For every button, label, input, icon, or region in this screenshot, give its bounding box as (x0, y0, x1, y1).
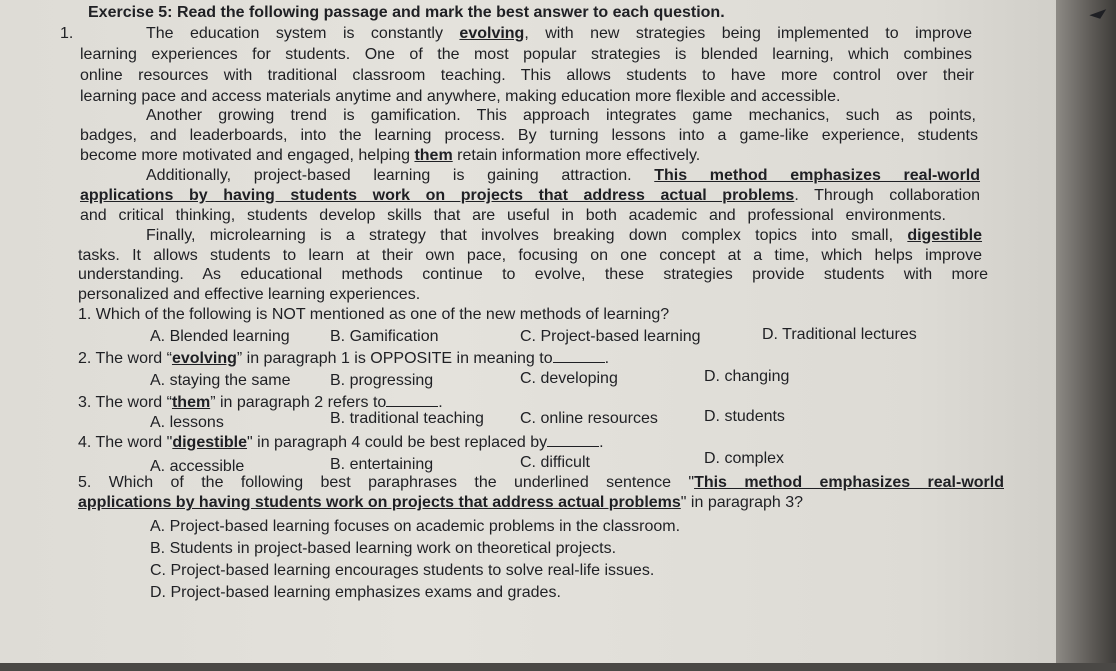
question-5-underlined-part-2: applications by having students work on projects that address actual problems (78, 494, 681, 511)
underlined-sentence-part-1: This method emphasizes real-world (654, 167, 981, 184)
question-4-keyword: digestible (172, 434, 248, 451)
question-4-stem: 4. The word "digestible" in paragraph 4 could be best replaced by . (78, 434, 604, 451)
item-number: 1. (60, 25, 74, 42)
question-3-option-b[interactable]: B. traditional teaching (330, 410, 484, 427)
question-1-option-c[interactable]: C. Project-based learning (520, 328, 701, 345)
question-4-option-a[interactable]: A. accessible (150, 458, 245, 475)
question-3-keyword: them (171, 394, 211, 411)
underlined-word-digestible: digestible (907, 227, 983, 244)
question-2-keyword: evolving (171, 350, 237, 367)
exercise-title: Exercise 5: Read the following passage and mark the best answer to each question. (88, 4, 725, 21)
question-2-option-b[interactable]: B. progressing (330, 372, 434, 389)
question-2-option-a[interactable]: A. staying the same (150, 372, 291, 389)
underlined-word-evolving: evolving (459, 25, 525, 42)
question-4-option-b[interactable]: B. entertaining (330, 456, 434, 473)
question-3-stem: 3. The word “them” in paragraph 2 refers to . (78, 394, 443, 411)
question-3-option-c[interactable]: C. online resources (520, 410, 658, 427)
page-edge-shadow (1056, 0, 1116, 671)
question-4-option-c[interactable]: C. difficult (520, 454, 590, 471)
page-bottom-edge (0, 663, 1116, 671)
question-1-stem: 1. Which of the following is NOT mentioned as one of the new methods of learning? (78, 306, 670, 323)
paragraph-4-line-3: understanding. As educational methods continue to evolve, these strategies provide students with more (78, 266, 988, 283)
question-1-option-a[interactable]: A. Blended learning (150, 328, 290, 345)
paragraph-1-line-2: learning experiences for students. One of the most popular strategies is blended learning, which combines (80, 46, 972, 63)
question-3-option-d[interactable]: D. students (704, 408, 785, 425)
underlined-word-them: them (414, 147, 453, 164)
paragraph-4-line-1: Finally, microlearning is a strategy that involves breaking down complex topics into small, digestible (146, 227, 983, 244)
question-5-stem-line-1: 5. Which of the following best paraphrases the underlined sentence "This method emphasizes real-world (78, 474, 1004, 491)
question-3-option-a[interactable]: A. lessons (150, 414, 224, 431)
paragraph-1-line-1: The education system is constantly evolving, with new strategies being implemented to improve (146, 25, 972, 42)
question-5-stem-line-2: applications by having students work on projects that address actual problems" in paragraph 3? (78, 494, 804, 511)
question-1-option-b[interactable]: B. Gamification (330, 328, 439, 345)
question-1-option-d[interactable]: D. Traditional lectures (762, 326, 917, 343)
underlined-sentence-part-2: applications by having students work on projects that address actual problems (80, 187, 795, 204)
question-5-option-b[interactable]: B. Students in project-based learning work on theoretical projects. (150, 540, 617, 557)
answer-blank (547, 434, 599, 447)
paragraph-3-line-1: Additionally, project-based learning is gaining attraction. This method emphasizes real-world (146, 167, 981, 184)
paragraph-2-line-1: Another growing trend is gamification. This approach integrates game mechanics, such as points, (146, 107, 976, 124)
question-4-option-d[interactable]: D. complex (704, 450, 785, 467)
paragraph-1-line-4: learning pace and access materials anytime and anywhere, making education more flexible and accessible. (80, 88, 841, 105)
paragraph-3-line-2: applications by having students work on projects that address actual problems. Through collaboration (80, 187, 980, 204)
question-2-stem: 2. The word “evolving” in paragraph 1 is OPPOSITE in meaning to . (78, 350, 610, 367)
paragraph-4-line-4: personalized and effective learning experiences. (78, 286, 421, 303)
answer-blank (553, 350, 605, 363)
question-2-option-c[interactable]: C. developing (520, 370, 618, 387)
paragraph-1-line-3: online resources with traditional classroom teaching. This allows students to have more control over their (80, 67, 974, 84)
paragraph-2-line-2: badges, and leaderboards, into the learning process. By turning lessons into a game-like experience, students (80, 127, 978, 144)
question-5-option-c[interactable]: C. Project-based learning encourages students to solve real-life issues. (150, 562, 655, 579)
paragraph-2-line-3: become more motivated and engaged, helping them retain information more effectively. (80, 147, 701, 164)
paragraph-4-line-2: tasks. It allows students to learn at their own pace, focusing on one concept at a time, which helps improve (78, 247, 982, 264)
paragraph-3-line-3: and critical thinking, students develop skills that are useful in both academic and professional environments. (80, 207, 946, 224)
question-2-option-d[interactable]: D. changing (704, 368, 790, 385)
question-5-option-a[interactable]: A. Project-based learning focuses on academic problems in the classroom. (150, 518, 681, 535)
question-5-underlined-part-1: This method emphasizes real-world (694, 474, 1004, 491)
question-5-option-d[interactable]: D. Project-based learning emphasizes exams and grades. (150, 584, 561, 601)
answer-blank (386, 394, 438, 407)
